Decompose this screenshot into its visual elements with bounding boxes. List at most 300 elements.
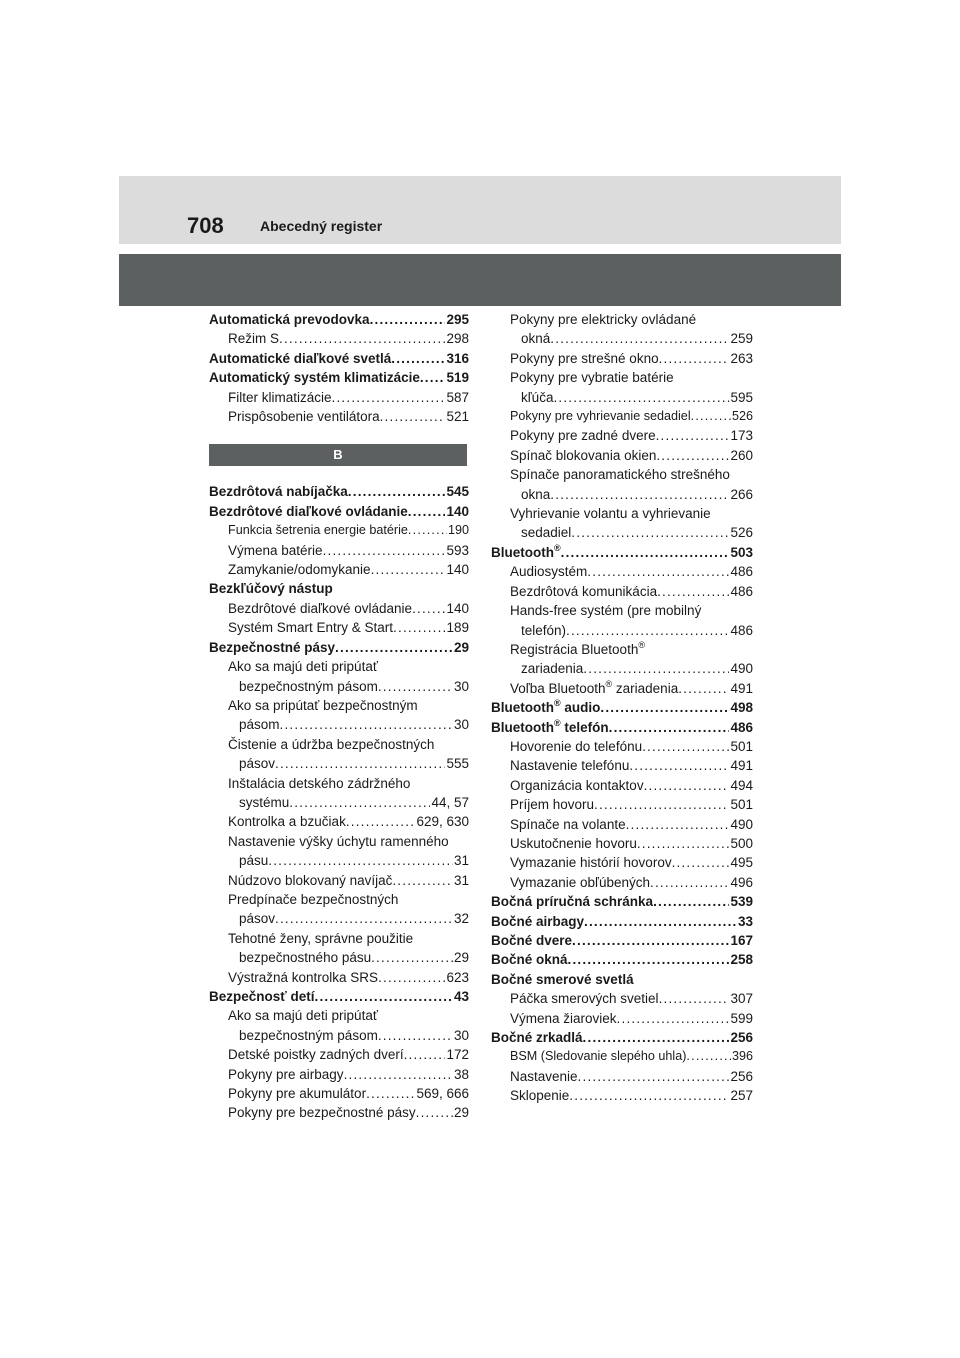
entry-term: [228, 892, 398, 907]
entry-term-text: Automatický systém klimatizácie: [209, 370, 420, 386]
index-subentry: [491, 523, 753, 542]
page-reference: 30: [453, 717, 469, 733]
entry-term-text: Vyhrievanie volantu a vyhrievanie: [510, 506, 711, 522]
registered-mark: ®: [554, 698, 561, 709]
leader-dots: [279, 329, 445, 348]
entry-term: [228, 834, 449, 849]
entry-term: [510, 506, 711, 521]
page-reference: 189: [446, 620, 469, 636]
index-subentry: [209, 968, 469, 987]
entry-term: [510, 639, 645, 657]
entry-term-text: Pokyny pre bezpečnostné pásy: [228, 1105, 416, 1121]
entry-term: [491, 892, 653, 911]
entry-term-text: Čistenie a údržba bezpečnostných: [228, 736, 435, 752]
entry-term-text: Pokyny pre airbagy: [228, 1066, 344, 1082]
index-subentry: [209, 909, 469, 928]
page-reference: 259: [730, 331, 753, 347]
registered-mark: ®: [638, 639, 645, 650]
entry-term: [521, 485, 550, 504]
entry-term: [510, 1067, 578, 1086]
entry-term-text: Pokyny pre strešné okno: [510, 350, 659, 366]
entry-term-text: Registrácia Bluetooth: [510, 641, 639, 657]
index-column-right: [491, 310, 753, 1106]
entry-term-text: okná: [521, 331, 551, 347]
entry-term-text: Bočné airbagy: [491, 913, 585, 929]
page-reference: 44, 57: [431, 794, 469, 810]
entry-term: [510, 446, 656, 465]
index-subentry: [209, 599, 469, 618]
page-reference: 526: [731, 409, 753, 424]
entry-term: [228, 931, 413, 946]
header-bar: [119, 176, 841, 244]
entry-term-text: Ako sa pripútať bezpečnostným: [228, 697, 418, 713]
index-subentry: [209, 754, 469, 773]
leader-dots: [566, 621, 729, 640]
index-subentry: [209, 618, 469, 637]
leader-dots: [268, 851, 453, 870]
page-reference: 521: [446, 409, 469, 425]
leader-dots: [346, 812, 416, 831]
index-subentry: [491, 853, 753, 872]
index-subentry: [209, 871, 469, 890]
entry-term: [228, 1065, 344, 1084]
leader-dots: [657, 582, 729, 601]
page-reference: 539: [730, 894, 753, 910]
index-subentry: [209, 1103, 469, 1122]
page-reference: 260: [730, 447, 753, 463]
entry-term: [228, 560, 371, 579]
page-reference: 256: [730, 1030, 753, 1046]
entry-term-text: Zamykanie/odomykanie: [228, 562, 371, 578]
index-subentry: [491, 485, 753, 504]
index-subentry: [491, 1067, 753, 1086]
entry-term-text: Príjem hovoru: [510, 797, 595, 813]
page-reference: 140: [446, 503, 469, 519]
entry-term: [239, 1026, 378, 1045]
registered-mark: ®: [554, 542, 561, 553]
entry-term-text: Hands-free systém (pre mobilný: [510, 603, 702, 619]
entry-term: [228, 599, 412, 618]
leader-dots: [344, 1065, 453, 1084]
entry-term-text: Sklopenie: [510, 1088, 570, 1104]
leader-dots: [571, 523, 729, 542]
leader-dots: [678, 679, 729, 698]
page-reference: 316: [446, 350, 469, 366]
entry-term-text: sedadiel: [521, 525, 572, 541]
leader-dots: [584, 912, 737, 931]
leader-dots: [332, 388, 446, 407]
index-entry: [209, 349, 469, 368]
entry-term-text: Páčka smerových svetiel: [510, 991, 659, 1007]
entry-term: [239, 793, 289, 812]
leader-dots: [553, 388, 729, 407]
index-subentry: [491, 640, 753, 659]
entry-term-text: bezpečnostným pásom: [239, 678, 378, 694]
index-group: [209, 482, 469, 1122]
index-subentry: [491, 426, 753, 445]
entry-term: [228, 1008, 378, 1023]
page-reference: 29: [453, 1105, 469, 1121]
leader-dots: [380, 407, 446, 426]
index-entry: [209, 310, 469, 329]
entry-term: [228, 618, 393, 637]
entry-term-text: Predpínače bezpečnostných: [228, 891, 399, 907]
entry-term: [491, 912, 584, 931]
entry-term: [209, 349, 391, 368]
leader-dots: [275, 909, 453, 928]
entry-term-text: zariadenia: [521, 661, 584, 677]
entry-term: [510, 562, 587, 581]
index-subentry: [209, 407, 469, 426]
page-reference: 30: [453, 1027, 469, 1043]
leader-dots: [378, 968, 445, 987]
index-group: [209, 310, 469, 426]
leader-dots: [686, 1047, 731, 1066]
leader-dots: [412, 599, 445, 618]
leader-dots: [371, 560, 446, 579]
index-group: [491, 310, 753, 1106]
entry-term-text: Bočné zrkadlá: [491, 1030, 583, 1046]
entry-term: [510, 834, 637, 853]
index-entry: [209, 579, 469, 598]
entry-term-text: Režim S: [228, 331, 280, 347]
leader-dots: [280, 715, 453, 734]
index-subentry: [209, 832, 469, 851]
leader-dots: [656, 446, 729, 465]
entry-term-text: Pokyny pre zadné dvere: [510, 428, 656, 444]
index-subentry: [491, 795, 753, 814]
entry-term: [228, 541, 323, 560]
entry-term: [521, 388, 553, 407]
index-entry: [209, 482, 469, 501]
page-reference: 30: [453, 678, 469, 694]
index-entry: [491, 912, 753, 931]
entry-term: [228, 968, 378, 987]
index-subentry: [209, 851, 469, 870]
entry-term-text: Nastavenie výšky úchytu ramenného: [228, 833, 449, 849]
page-reference: 307: [730, 991, 753, 1007]
index-subentry: [209, 696, 469, 715]
index-subentry: [209, 948, 469, 967]
index-subentry: [491, 504, 753, 523]
entry-term-text: Bluetooth: [491, 700, 554, 716]
header-band: [119, 254, 841, 306]
entry-term: [491, 543, 561, 562]
index-subentry: [491, 1009, 753, 1028]
entry-term-text: systému: [239, 794, 290, 810]
leader-dots: [404, 1045, 446, 1064]
entry-term: [510, 1047, 686, 1066]
entry-term-text: Bezdrôtové diaľkové ovládanie: [209, 503, 408, 519]
entry-term: [510, 756, 629, 775]
entry-term: [510, 815, 626, 834]
entry-term-text: Pokyny pre vybratie batérie: [510, 370, 674, 386]
leader-dots: [348, 482, 446, 501]
page-reference: 599: [730, 1010, 753, 1026]
entry-term: [228, 812, 346, 831]
page-reference: 298: [446, 331, 469, 347]
entry-term-text: Pokyny pre vyhrievanie sedadiel: [510, 409, 691, 424]
leader-dots: [637, 834, 730, 853]
page-reference: 33: [737, 913, 753, 929]
entry-term: [491, 698, 600, 717]
entry-term-text: Bezkľúčový nástup: [209, 581, 333, 597]
leader-dots: [550, 329, 729, 348]
leader-dots: [594, 795, 729, 814]
leader-dots: [408, 521, 447, 540]
index-subentry: [209, 1045, 469, 1064]
leader-dots: [289, 793, 430, 812]
entry-term-text: Ako sa majú deti pripútať: [228, 659, 378, 675]
index-entry: [491, 892, 753, 911]
leader-dots: [408, 502, 446, 521]
index-entry: [209, 638, 469, 657]
index-subentry: [491, 349, 753, 368]
entry-term-suffix: zariadenia: [612, 680, 679, 696]
entry-term-text: Voľba Bluetooth: [510, 680, 606, 696]
entry-term: [510, 426, 656, 445]
index-entry: [209, 987, 469, 1006]
entry-term: [228, 1084, 366, 1103]
leader-dots: [609, 718, 730, 737]
entry-term: [209, 987, 315, 1006]
leader-dots: [629, 756, 729, 775]
index-entry: [491, 698, 753, 717]
page-reference: 629, 630: [416, 814, 469, 830]
page-reference: 498: [730, 700, 753, 716]
entry-term: [510, 582, 657, 601]
entry-term-text: BSM (Sledovanie slepého uhla): [510, 1049, 687, 1064]
page-reference: 587: [446, 389, 469, 405]
leader-dots: [578, 1067, 730, 1086]
page-reference: 256: [730, 1068, 753, 1084]
index-subentry: [209, 1084, 469, 1103]
leader-dots: [587, 562, 729, 581]
page-reference: 167: [730, 933, 753, 948]
leader-dots: [626, 815, 730, 834]
index-subentry: [491, 562, 753, 581]
entry-term: [491, 718, 609, 737]
page-reference: 263: [730, 350, 753, 366]
page-reference: 494: [730, 777, 753, 793]
leader-dots: [659, 989, 730, 1008]
entry-term: [228, 1103, 416, 1122]
page-reference: 32: [453, 911, 469, 927]
entry-term-text: Výmena žiaroviek: [510, 1010, 617, 1026]
entry-term-text: Spínač blokovania okien: [510, 447, 657, 463]
entry-term-text: Bluetooth: [491, 719, 554, 735]
entry-term: [209, 482, 348, 501]
page-reference: 486: [730, 583, 753, 599]
entry-term: [510, 737, 642, 756]
entry-term: [510, 989, 659, 1008]
index-subentry: [209, 657, 469, 676]
section-letter: B: [209, 444, 467, 466]
page-reference: 486: [730, 719, 753, 735]
index-subentry: [491, 582, 753, 601]
index-subentry: [491, 388, 753, 407]
entry-term: [209, 310, 370, 329]
entry-term-text: pásom: [239, 717, 280, 733]
page-reference: 545: [446, 484, 469, 500]
entry-term-text: Bezdrôtová nabíjačka: [209, 484, 348, 500]
registered-mark: ®: [554, 717, 561, 728]
entry-term-suffix: telefón: [560, 719, 609, 735]
leader-dots: [275, 754, 445, 773]
entry-term-text: Systém Smart Entry & Start: [228, 620, 394, 636]
entry-term-text: Bezpečnostné pásy: [209, 639, 336, 655]
page-reference: 29: [453, 950, 469, 966]
index-column-left: [209, 310, 469, 1123]
leader-dots: [691, 407, 731, 426]
page-reference: 491: [730, 680, 753, 696]
entry-term-text: Automatické diaľkové svetlá: [209, 350, 392, 366]
page-reference: 595: [730, 389, 753, 405]
page-reference: 140: [446, 600, 469, 616]
entry-term: [239, 715, 280, 734]
entry-term-text: Nastavenie: [510, 1068, 578, 1084]
index-entry: [491, 970, 753, 989]
entry-term: [510, 370, 674, 385]
page-reference: 503: [730, 544, 753, 560]
entry-term-text: Bezpečnosť detí: [209, 989, 315, 1004]
leader-dots: [561, 543, 730, 562]
index-subentry: [491, 989, 753, 1008]
index-subentry: [491, 659, 753, 678]
leader-dots: [550, 485, 729, 504]
leader-dots: [568, 950, 730, 969]
entry-term-text: Hovorenie do telefónu: [510, 738, 643, 754]
page-reference: 295: [446, 312, 469, 327]
page-reference: 526: [730, 525, 753, 541]
entry-term: [228, 871, 392, 890]
page-reference: 593: [446, 542, 469, 558]
entry-term-text: Výstražná kontrolka SRS: [228, 969, 379, 985]
entry-term: [228, 1045, 404, 1064]
entry-term-text: Inštalácia detského zádržného: [228, 775, 411, 791]
page-reference: 38: [453, 1066, 469, 1082]
index-subentry: [491, 368, 753, 387]
leader-dots: [650, 873, 729, 892]
index-subentry: [209, 735, 469, 754]
leader-dots: [672, 853, 730, 872]
index-subentry: [209, 560, 469, 579]
entry-term-text: Filter klimatizácie: [228, 389, 332, 405]
entry-term: [510, 776, 644, 795]
entry-term: [491, 950, 568, 969]
entry-term: [510, 1086, 569, 1105]
entry-term-text: Prispôsobenie ventilátora: [228, 409, 380, 425]
entry-term: [510, 873, 650, 892]
leader-dots: [420, 368, 446, 387]
index-entry: [209, 502, 469, 521]
leader-dots: [392, 871, 453, 890]
index-subentry: [491, 329, 753, 348]
entry-term: [209, 638, 335, 657]
entry-term: [209, 368, 420, 387]
entry-term: [510, 349, 659, 368]
page-reference: 31: [453, 853, 469, 869]
entry-term-text: Bočné dvere: [491, 933, 573, 948]
entry-term-text: kľúča: [521, 389, 554, 405]
entry-term-text: Kontrolka a bzučiak: [228, 814, 346, 830]
entry-term: [510, 679, 678, 698]
index-subentry: [209, 793, 469, 812]
index-subentry: [491, 873, 753, 892]
entry-term: [521, 329, 550, 348]
page-reference: 173: [730, 428, 753, 444]
index-subentry: [491, 776, 753, 795]
page-reference: 555: [446, 756, 469, 772]
index-subentry: [209, 1026, 469, 1045]
entry-term-text: Výmena batérie: [228, 542, 323, 558]
leader-dots: [393, 618, 445, 637]
leader-dots: [335, 638, 453, 657]
leader-dots: [656, 426, 730, 445]
entry-term-text: Núdzovo blokovaný navíjač: [228, 872, 393, 888]
entry-term: [491, 972, 634, 987]
page-reference: 486: [730, 622, 753, 638]
index-subentry: [491, 621, 753, 640]
entry-term: [228, 776, 410, 791]
index-subentry: [209, 521, 469, 540]
entry-term-text: Vymazanie histórií hovorov: [510, 855, 672, 871]
entry-term: [491, 931, 572, 950]
entry-term: [239, 677, 378, 696]
page-reference: 190: [447, 523, 469, 538]
entry-term: [510, 603, 701, 618]
entry-term-text: Bezdrôtové diaľkové ovládanie: [228, 600, 413, 616]
index-subentry: [209, 1065, 469, 1084]
index-subentry: [209, 812, 469, 831]
entry-term-text: Pokyny pre akumulátor: [228, 1086, 367, 1102]
leader-dots: [572, 931, 729, 950]
entry-term: [521, 621, 566, 640]
page-reference: 172: [446, 1047, 469, 1063]
page-reference: 500: [730, 835, 753, 851]
entry-term-text: pásu: [239, 853, 269, 869]
entry-term-text: Vymazanie obľúbených: [510, 874, 651, 890]
page-reference: 496: [730, 874, 753, 890]
index-subentry: [491, 1086, 753, 1105]
page-reference: 486: [730, 564, 753, 580]
page-title: Abecedný register: [260, 218, 383, 234]
index-subentry: [209, 329, 469, 348]
entry-term: [228, 659, 378, 674]
leader-dots: [617, 1009, 730, 1028]
page-reference: 569, 666: [416, 1086, 469, 1102]
index-subentry: [491, 446, 753, 465]
entry-term-text: Ako sa majú deti pripútať: [228, 1008, 378, 1024]
index-entry: [491, 931, 753, 950]
index-entry: [491, 950, 753, 969]
entry-term-text: Detské poistky zadných dverí: [228, 1047, 404, 1063]
entry-term-text: Audiosystém: [510, 564, 588, 580]
index-subentry: [491, 601, 753, 620]
entry-term: [239, 909, 275, 928]
entry-term-text: Tehotné ženy, správne použitie: [228, 930, 414, 946]
leader-dots: [370, 310, 446, 329]
index-subentry: [491, 737, 753, 756]
entry-term-text: Bluetooth: [491, 544, 554, 560]
leader-dots: [600, 698, 729, 717]
index-entry: [491, 543, 753, 562]
leader-dots: [569, 1086, 729, 1105]
entry-term-text: Bočné smerové svetlá: [491, 971, 634, 987]
entry-term-text: Spínače na volante: [510, 816, 626, 832]
entry-term: [491, 1028, 583, 1047]
entry-term: [209, 502, 408, 521]
